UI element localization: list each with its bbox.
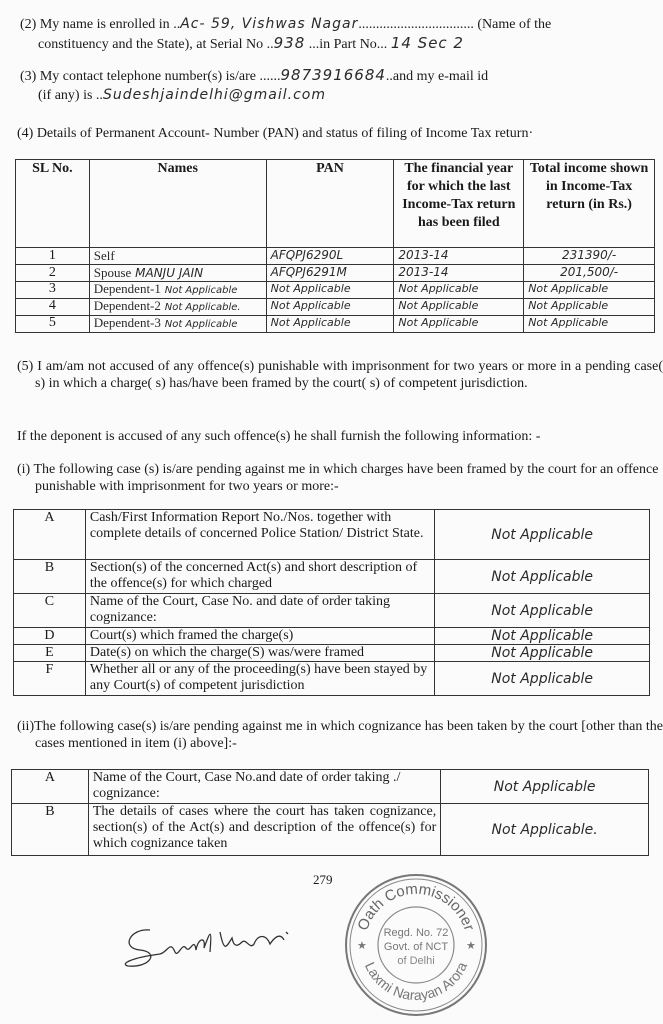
section-3-contact (20, 67, 660, 104)
income-cell: Not Applicable (524, 282, 655, 299)
row-desc: Name of the Court, Case No. and date of order taking cognizance: (85, 594, 434, 628)
header-financial-year: The financial year for which the last Income-Tax return has been filed (394, 160, 524, 248)
table-row (16, 282, 655, 299)
table-row (14, 645, 650, 662)
pan-cell: Not Applicable (266, 299, 394, 316)
row-answer: Not Applicable (435, 594, 650, 628)
table-row (12, 804, 649, 856)
pan-cell: AFQPJ6290L (266, 248, 394, 265)
row-desc: Date(s) on which the charge(S) was/were framed (85, 645, 434, 662)
stamp-star-right-icon: ★ (466, 940, 476, 952)
row-key: D (14, 628, 86, 645)
phone-value: 9873916684 (280, 66, 386, 84)
row-answer: Not Applicable (441, 770, 649, 804)
page-number: 279 (313, 872, 333, 887)
section-2-line2-prefix: constituency and the State), at Serial No .. (38, 37, 274, 52)
row-key: A (14, 510, 86, 560)
part-no-value: 14 Sec 2 (390, 34, 464, 52)
section-4-title: (4) Details of Permanent Account- Number (PAN) and status of filing of Income Tax return· (17, 126, 534, 141)
row-name: MANJU JAIN (135, 266, 204, 280)
row-desc: Name of the Court, Case No.and date of order taking ./ cognizance: (88, 770, 440, 804)
stamp-star-left-icon: ★ (357, 940, 367, 952)
name-cell (89, 299, 266, 316)
row-key: C (14, 594, 86, 628)
row-key: B (12, 804, 89, 856)
deponent-note: If the deponent is accused of any such offence(s) he shall furnish the following information: - (17, 429, 541, 444)
income-cell: Not Applicable (524, 299, 655, 316)
name-cell (89, 265, 266, 282)
stamp-bottom-text: Laxmi Narayan Arora (361, 959, 471, 1004)
stamp-top-text: Oath Commissioner (354, 880, 478, 933)
pan-cell: Not Applicable (266, 282, 394, 299)
row-label: Self (93, 248, 115, 263)
row-answer: Not Applicable (435, 510, 650, 560)
row-answer: Not Applicable (435, 662, 650, 696)
section-3-prefix: (3) My contact telephone number(s) is/are ...... (20, 69, 281, 84)
year-cell: Not Applicable (394, 282, 524, 299)
name-cell (89, 316, 266, 333)
row-label: Dependent-1 (93, 281, 161, 296)
name-cell (89, 248, 266, 265)
constituency-value: Ac- 59, Vishwas Nagar (180, 16, 359, 32)
row-desc: Whether all or any of the proceeding(s) have been stayed by any Court(s) of competent jurisdiction (85, 662, 434, 696)
table-row (16, 248, 655, 265)
sl-cell: 3 (16, 282, 90, 299)
row-name: Not Applicable (164, 285, 238, 296)
table-row (14, 662, 650, 696)
row-desc: Section(s) of the concerned Act(s) and short description of the offence(s) for which charged (85, 560, 434, 594)
income-cell: 231390/- (524, 248, 655, 265)
row-key: A (12, 770, 89, 804)
table-row (16, 316, 655, 333)
table-row (16, 299, 655, 316)
row-desc: Cash/First Information Report No./Nos. together with complete details of concerned Police Station/ District State. (85, 510, 434, 560)
header-total-income: Total income shown in Income-Tax return (in Rs.) (524, 160, 655, 248)
row-answer: Not Applicable (435, 560, 650, 594)
year-cell: 2013-14 (394, 248, 524, 265)
part-ii-text: (ii)The following case(s) is/are pending against me in which cognizance has been taken by the court [other than the cases mentioned in item (i) above]:- (17, 719, 663, 751)
row-key: F (14, 662, 86, 696)
header-pan: PAN (266, 160, 394, 248)
cognizance-table (11, 769, 649, 856)
row-answer: Not Applicable (435, 628, 650, 645)
header-names: Names (89, 160, 266, 248)
pan-table-header (16, 160, 655, 248)
row-desc: The details of cases where the court has taken cognizance, section(s) of the Act(s) and description of the offence(s) for which cognizance taken (88, 804, 440, 856)
signature-scribble-icon (120, 918, 320, 978)
header-sl-no: SL No. (16, 160, 90, 248)
year-cell: Not Applicable (394, 299, 524, 316)
table-row (14, 560, 650, 594)
stamp-line-1: Regd. No. 72 (383, 927, 449, 939)
year-cell: 2013-14 (394, 265, 524, 282)
section-2-prefix: (2) My name is enrolled in (20, 17, 174, 32)
pan-cell: Not Applicable (266, 316, 394, 333)
row-answer: Not Applicable (435, 645, 650, 662)
sl-cell: 2 (16, 265, 90, 282)
table-row (14, 628, 650, 645)
row-name: Not Applicable. (164, 302, 241, 313)
email-value: Sudeshjaindelhi@gmail.com (102, 87, 326, 103)
section-2-line2-mid: ...in Part No... (305, 37, 391, 52)
sl-cell: 1 (16, 248, 90, 265)
section-3-line2-prefix: (if any) is .. (38, 88, 103, 103)
section-2-enrollment: (2) My name is enrolled in ..Ac- 59, Vishwas Nagar................................. (Name of the constituency and the State), at Serial No ..938 ...in Part No... 14 Sec 2 (20, 16, 552, 52)
table-row (16, 265, 655, 282)
part-i-text: (i) The following case (s) is/are pending against me in which charges have been framed by the court for an offence punishable with imprisonment for two years or more:- (17, 462, 659, 494)
row-label: Spouse (93, 265, 132, 280)
signature (120, 918, 320, 978)
serial-no-value: 938 (273, 34, 306, 52)
sl-cell: 4 (16, 299, 90, 316)
stamp-seal-icon (343, 872, 489, 1018)
stamp-line-2: Govt. of NCT (383, 941, 449, 953)
row-key: E (14, 645, 86, 662)
income-cell: Not Applicable (524, 316, 655, 333)
pan-table (15, 159, 655, 333)
row-answer: Not Applicable. (441, 804, 649, 856)
row-key: B (14, 560, 86, 594)
name-cell (89, 282, 266, 299)
row-desc: Court(s) which framed the charge(s) (85, 628, 434, 645)
table-row (14, 594, 650, 628)
oath-commissioner-stamp (343, 872, 489, 1018)
charges-table (13, 509, 650, 696)
section-3-suffix: ..and my e-mail id (385, 69, 489, 84)
table-row (12, 770, 649, 804)
row-label: Dependent-2 (93, 298, 161, 313)
stamp-line-3: of Delhi (397, 955, 435, 967)
row-label: Dependent-3 (93, 315, 161, 330)
year-cell: Not Applicable (394, 316, 524, 333)
table-row (14, 510, 650, 560)
pan-cell: AFQPJ6291M (266, 265, 394, 282)
section-2-suffix: (Name of the (473, 17, 552, 32)
income-cell: 201,500/- (524, 265, 655, 282)
sl-cell: 5 (16, 316, 90, 333)
section-5-text: (5) I am/am not accused of any offence(s) punishable with imprisonment for two years or more in a pending case( s) in which a charge( s) has/have been framed by the court( s) of competent jurisdiction. (17, 359, 663, 391)
row-name: Not Applicable (164, 319, 238, 330)
